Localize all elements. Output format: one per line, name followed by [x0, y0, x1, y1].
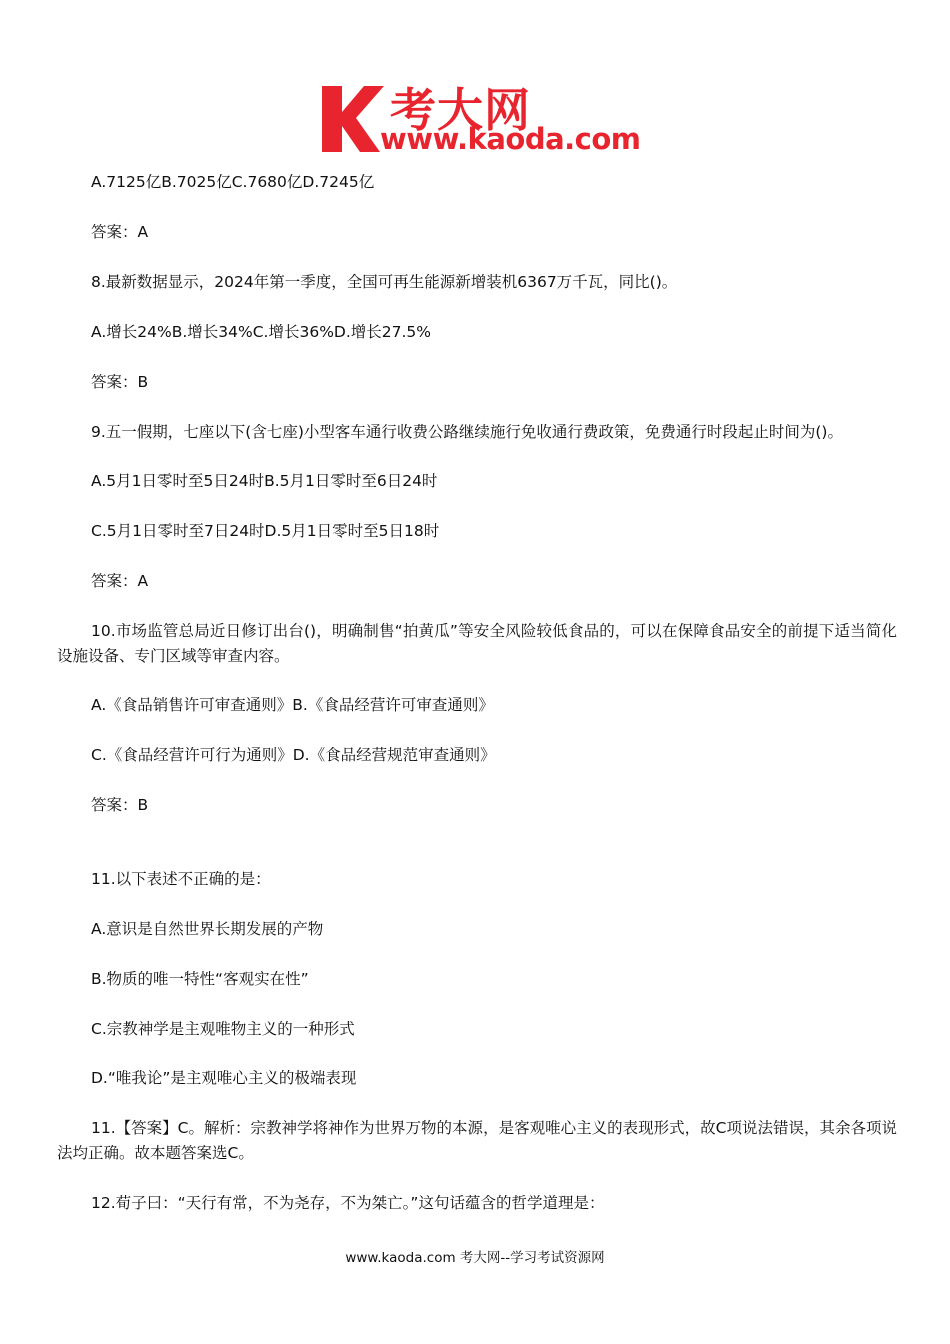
question-11: 11.以下表述不正确的是： [91, 870, 271, 888]
q10-options-2: C.《食品经营许可行为通则》D.《食品经营规范审查通则》 [91, 746, 496, 764]
q10-options-1: A.《食品销售许可审查通则》B.《食品经营许可审查通则》 [91, 696, 494, 714]
q9-options-2: C.5月1日零时至7日24时D.5月1日零时至5日18时 [91, 522, 440, 540]
page-footer[interactable]: www.kaoda.com 考大网--学习考试资源网 [345, 1250, 605, 1266]
site-logo[interactable] [318, 80, 640, 158]
q11-option-a: A.意识是自然世界长期发展的产物 [91, 920, 324, 938]
question-12: 12.荀子曰：“天行有常，不为尧存，不为桀亡。”这句话蕴含的哲学道理是： [91, 1194, 605, 1212]
q8-answer: 答案：B [91, 373, 149, 391]
q7-options: A.7125亿B.7025亿C.7680亿D.7245亿 [91, 173, 375, 191]
q11-option-b: B.物质的唯一特性“客观实在性” [91, 970, 309, 988]
q10-answer: 答案：B [91, 796, 149, 814]
q8-options: A.增长24%B.增长34%C.增长36%D.增长27.5% [91, 323, 432, 341]
question-8: 8.最新数据显示，2024年第一季度，全国可再生能源新增装机6367万千瓦，同比()。 [91, 273, 678, 291]
logo-url: www.kaoda.com [380, 122, 641, 156]
question-9: 9.五一假期，七座以下(含七座)小型客车通行收费公路继续施行免收通行费政策，免费通行时段起止时间为()。 [91, 423, 843, 441]
q11-option-d: D.“唯我论”是主观唯心主义的极端表现 [91, 1069, 357, 1087]
q9-answer: 答案：A [91, 572, 149, 590]
question-10: 10.市场监管总局近日修订出台()，明确制售“拍黄瓜”等安全风险较低食品的，可以在保障食品安全的前提下适当简化设施设备、专门区域等审查内容。 [57, 622, 897, 665]
q9-options-1: A.5月1日零时至5日24时B.5月1日零时至6日24时 [91, 472, 438, 490]
logo-text: 考大网 [390, 83, 531, 137]
q11-explanation: 11.【答案】C。解析：宗教神学将神作为世界万物的本源，是客观唯心主义的表现形式，故C项说法错误，其余各项说法均正确。故本题答案选C。 [57, 1119, 897, 1162]
q7-answer: 答案：A [91, 223, 149, 241]
q11-option-c: C.宗教神学是主观唯物主义的一种形式 [91, 1020, 355, 1038]
